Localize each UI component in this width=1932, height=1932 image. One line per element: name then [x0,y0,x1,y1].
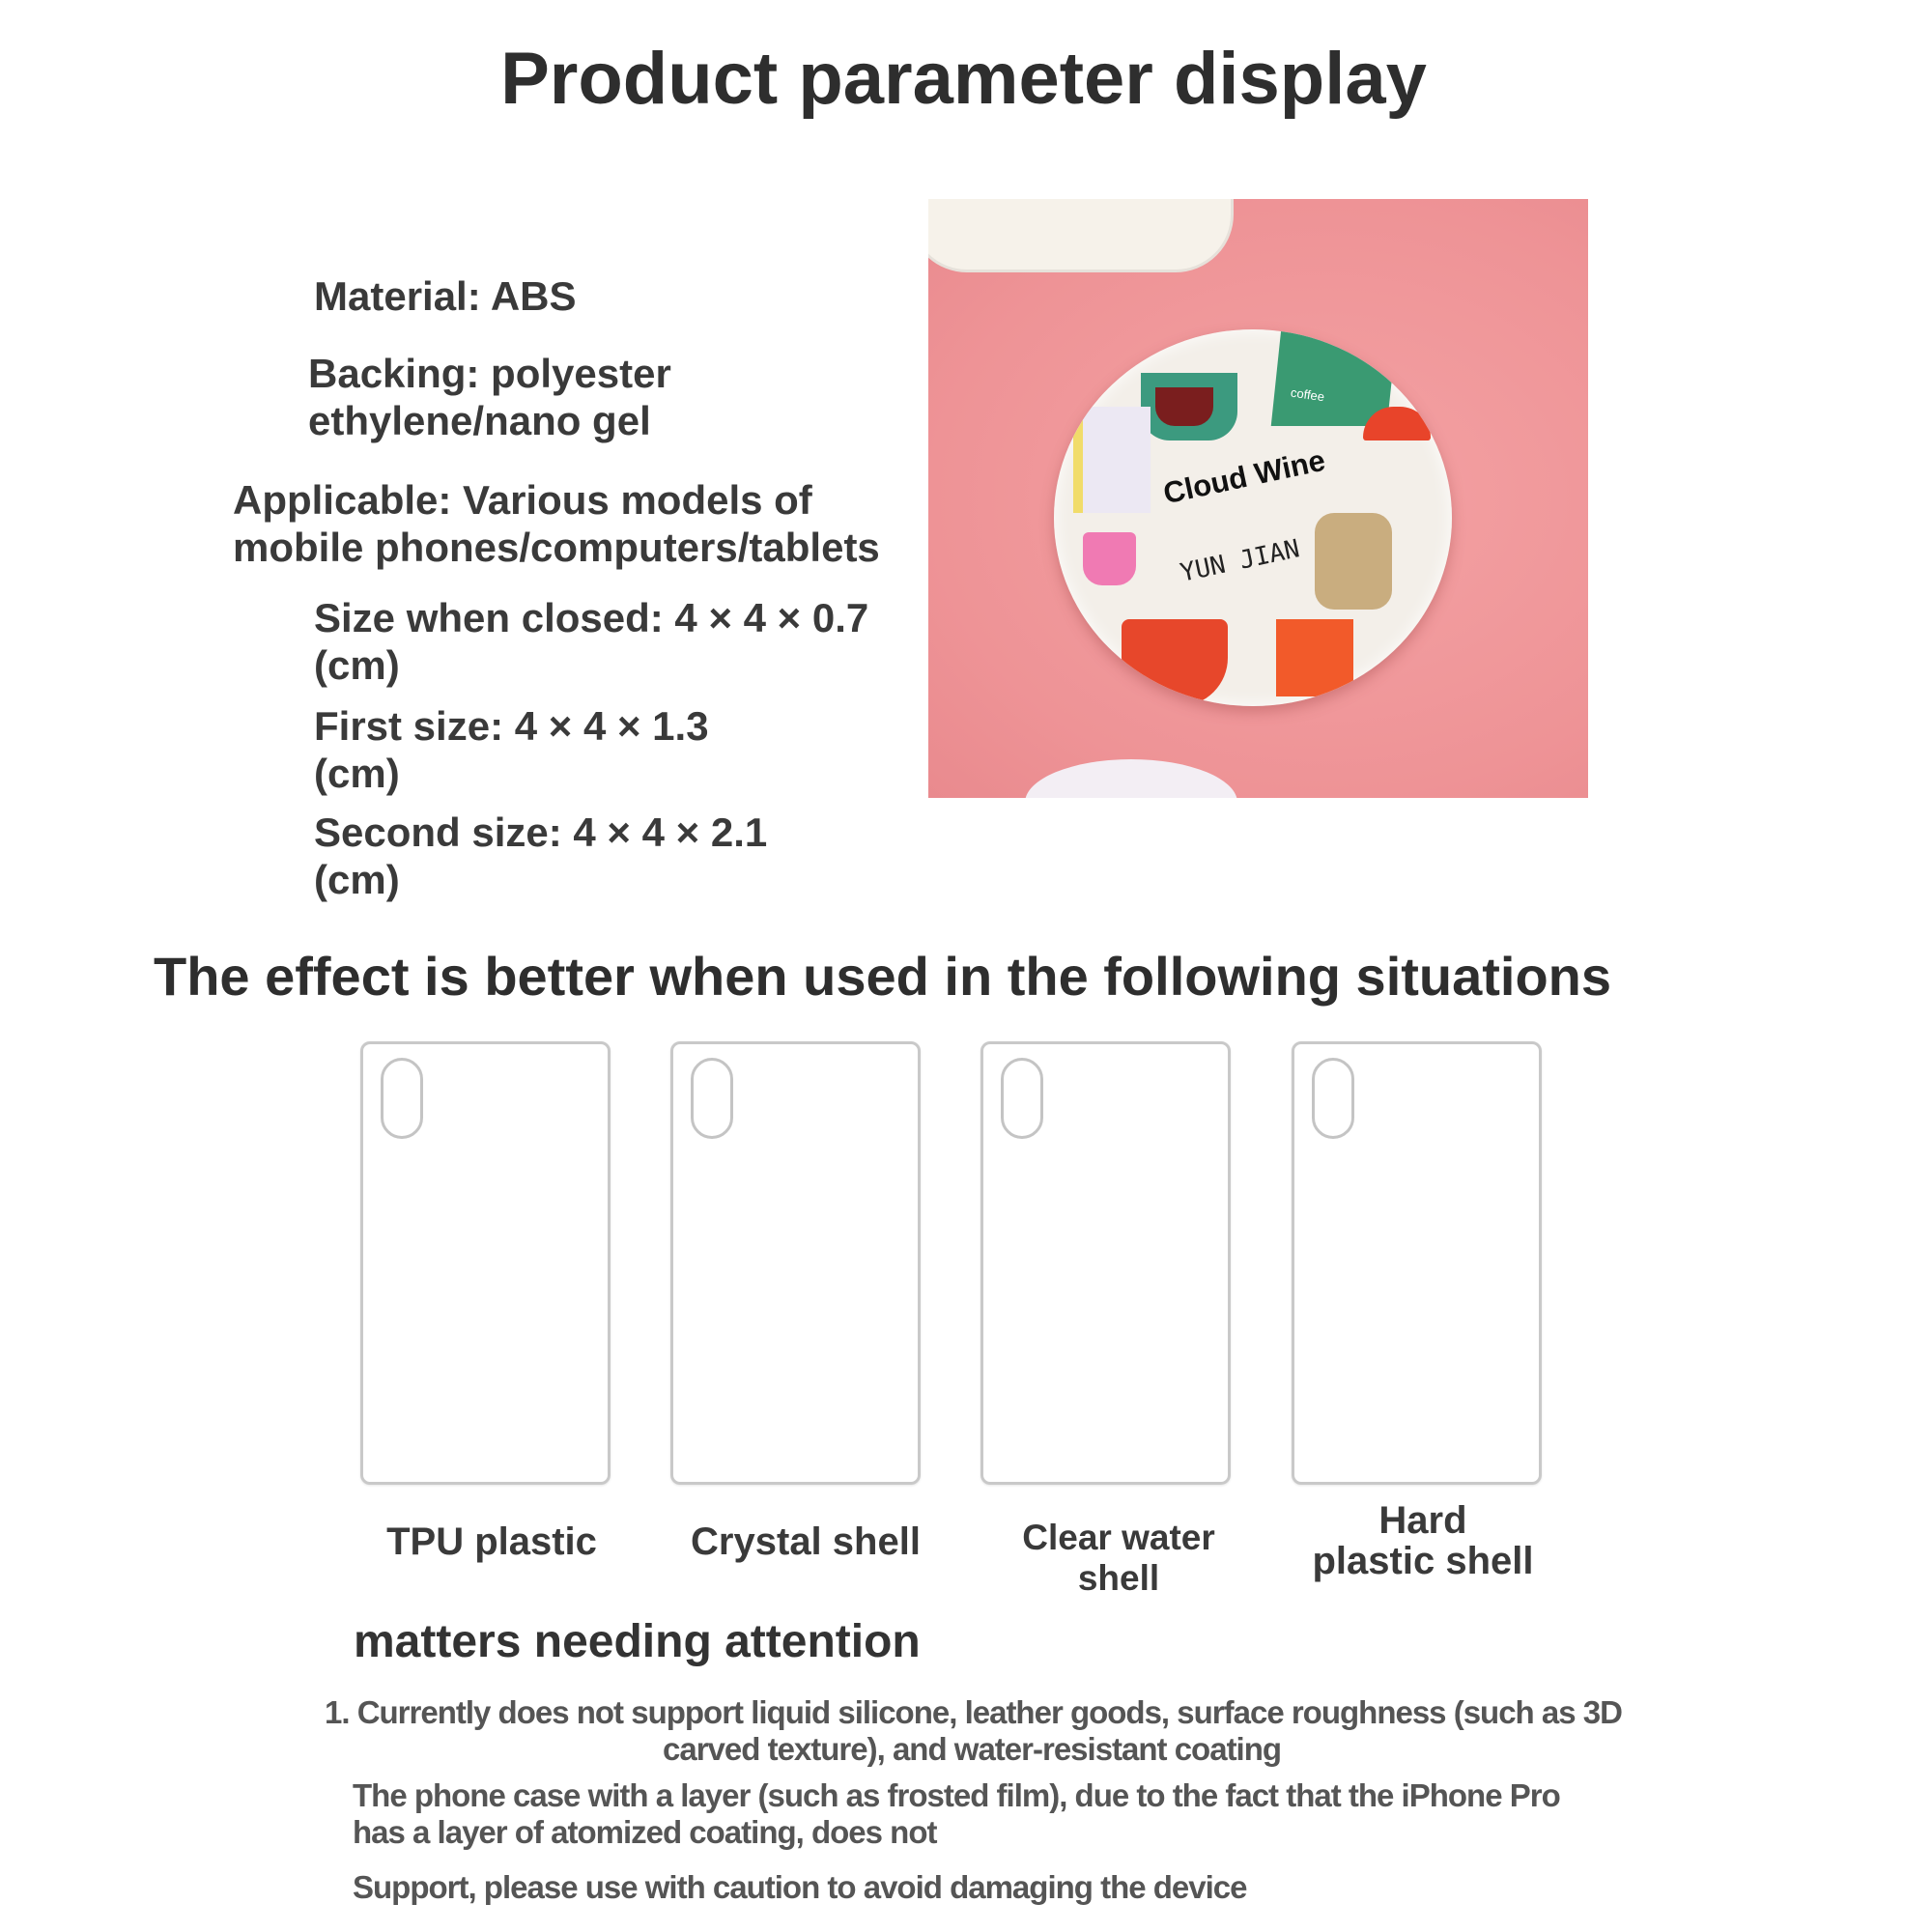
situations-heading: The effect is better when used in the following situations [154,946,1612,1007]
situation-label [1273,1500,1573,1581]
situation-label [969,1518,1268,1599]
situation-label-line2: shell [1077,1558,1160,1598]
spec-second-size-line2: (cm) [314,857,400,902]
spec-second-size [314,809,767,903]
spec-applicable [233,476,880,571]
camera-icon [381,1058,423,1139]
attention-note-3: Support, please use with caution to avoid damaging the device [353,1869,1247,1905]
brand-text: Cloud Wine [1160,442,1328,511]
camera-icon [1312,1058,1354,1139]
pot-illustration [1315,513,1392,610]
phone-case-outline [1292,1041,1542,1485]
coffee-label: coffee [1290,384,1326,405]
camera-icon [1001,1058,1043,1139]
attention-note-1 [325,1694,1622,1768]
coffee-illustration [1155,387,1213,426]
spec-applicable-line2: mobile phones/computers/tablets [233,525,880,570]
attention-note-2-line2: has a layer of atomized coating, does not [353,1814,937,1850]
phone-case-outline [980,1041,1231,1485]
phone-case-outline [670,1041,921,1485]
attention-note-2 [353,1777,1560,1851]
spec-backing-line2: ethylene/nano gel [308,398,651,443]
page-title: Product parameter display [500,38,1427,120]
camera-icon [691,1058,733,1139]
red-cup-illustration [1122,619,1228,706]
spec-first-size-line1: First size: 4 × 4 × 1.3 [314,703,709,749]
cloud-decoration [928,199,1234,272]
attention-note-2-line1: The phone case with a layer (such as frosted film), due to the fact that the iPhone Pro [353,1777,1560,1813]
situation-label [342,1521,641,1562]
cloud-decoration [1025,759,1237,798]
spec-size-closed-line2: (cm) [314,642,400,688]
kettle-illustration [1073,407,1151,513]
situation-label-line2: plastic shell [1312,1540,1534,1582]
phone-case-outline [360,1041,611,1485]
situation-label-line1: TPU plastic [386,1520,597,1563]
spec-size-closed-line1: Size when closed: 4 × 4 × 0.7 [314,595,869,640]
spec-size-closed [314,594,868,689]
spec-material: Material: ABS [314,273,577,319]
spec-applicable-line1: Applicable: Various models of [233,477,812,523]
situation-label [656,1521,955,1562]
spec-first-size [314,702,709,797]
orange-block-illustration [1276,619,1353,696]
spec-backing-line1: Backing: polyester [308,351,671,396]
spec-first-size-line2: (cm) [314,751,400,796]
attention-note-1-line2: carved texture), and water-resistant coating [663,1731,1282,1767]
attention-note-1-line1: 1. Currently does not support liquid silicone, leather goods, surface roughness (such as 3D [325,1694,1622,1730]
spec-backing [308,350,671,444]
product-photo [928,199,1588,798]
milk-jug-illustration [1083,532,1136,585]
phone-holder-disc [1054,329,1452,706]
situation-label-line1: Hard [1378,1499,1467,1542]
attention-heading: matters needing attention [354,1616,921,1667]
spec-second-size-line1: Second size: 4 × 4 × 2.1 [314,810,768,855]
situation-label-line1: Clear water [1022,1518,1215,1557]
brand-subtext: YUN JIAN [1178,534,1302,588]
situation-label-line1: Crystal shell [691,1520,921,1563]
